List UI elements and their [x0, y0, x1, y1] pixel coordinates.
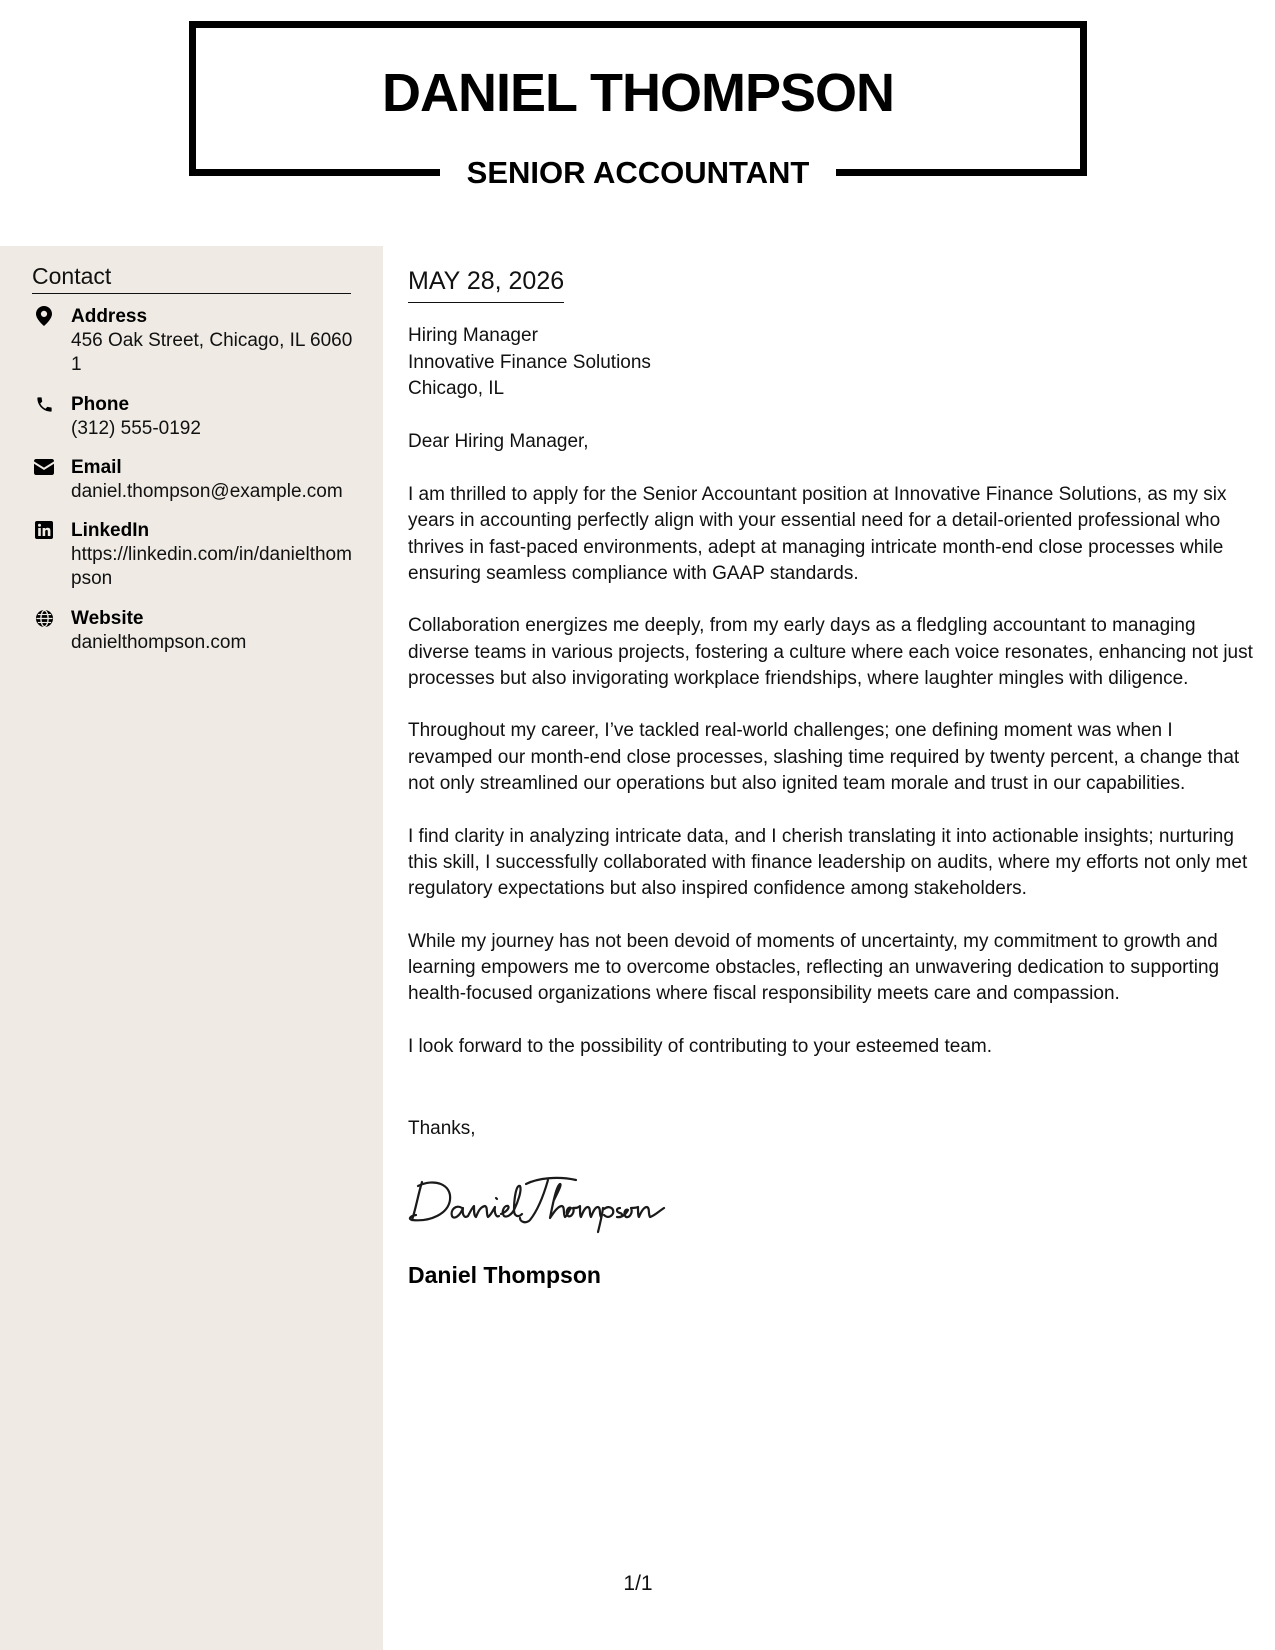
linkedin-icon — [34, 520, 54, 540]
recipient-location: Chicago, IL — [408, 378, 505, 399]
contact-label: Address — [71, 306, 148, 327]
body-paragraph: Throughout my career, I’ve tackled real-world challenges; one defining moment was when I revamped our month-end close processes, slashing time required by twenty percent, a change that not only streamlined our operations but also ignited team morale and trust in our capabilities. — [408, 720, 1240, 795]
contact-label: LinkedIn — [71, 520, 150, 541]
closing: Thanks, — [408, 1118, 476, 1139]
recipient-name: Hiring Manager — [408, 325, 538, 346]
signer-name: Daniel Thompson — [408, 1262, 601, 1288]
phone-value: (312) 555-0192 — [71, 418, 201, 439]
job-title-plate — [440, 150, 836, 196]
address-value: 456 Oak Street, Chicago, IL 60601 — [71, 330, 353, 375]
linkedin-value[interactable]: https://linkedin.com/in/danielthompson — [71, 544, 352, 589]
body-paragraph: While my journey has not been devoid of moments of uncertainty, my commitment to growth and learning empowers me to overcome obstacles, reflecting an unwavering dedication to supporting health-focused organizations where fiscal responsibility meets care and compassion. — [408, 930, 1220, 1005]
letter-date: MAY 28, 2026 — [408, 264, 564, 303]
body-paragraph: I look forward to the possibility of contributing to your esteemed team. — [408, 1035, 993, 1057]
job-title: SENIOR ACCOUNTANT — [466, 155, 810, 190]
contact-heading: Contact — [32, 262, 351, 294]
email-value: daniel.thompson@example.com — [71, 481, 343, 502]
recipient-company: Innovative Finance Solutions — [408, 351, 651, 373]
phone-icon — [34, 394, 54, 414]
globe-icon — [34, 608, 54, 628]
letter-body — [408, 482, 1258, 1086]
body-paragraph: I am thrilled to apply for the Senior Accountant position at Innovative Finance Solutions, as my six years in accounting perfectly align with your essential need for a detail-oriented professional who thrives in fast-paced environments, adept at managing intricate month-end close processes while ensuring seamless compliance with GAAP standards. — [408, 484, 1227, 584]
contact-label: Phone — [71, 394, 130, 415]
envelope-icon — [34, 457, 54, 477]
website-value[interactable]: danielthompson.com — [71, 632, 247, 653]
salutation: Dear Hiring Manager, — [408, 431, 589, 452]
contact-label: Email — [71, 457, 122, 478]
body-paragraph: I find clarity in analyzing intricate data, and I cherish translating it into actionable insights; nurturing this skill, I successfully collaborated with finance leadership on audits, where my efforts not only met regulatory expectations but also inspired confidence among stakeholders. — [408, 825, 1248, 900]
contact-label: Website — [71, 608, 144, 629]
recipient-block — [408, 323, 1228, 403]
applicant-name: DANIEL THOMPSON — [381, 63, 895, 123]
page-number: 1/1 — [623, 1572, 653, 1595]
map-pin-icon — [34, 306, 54, 326]
handwritten-signature — [408, 1170, 678, 1234]
body-paragraph: Collaboration energizes me deeply, from my early days as a fledgling accountant to managing diverse teams in various projects, fostering a culture where each voice resonates, enhancing not just processes but also invigorating workplace friendships, where laughter mingles with diligence. — [408, 615, 1253, 689]
